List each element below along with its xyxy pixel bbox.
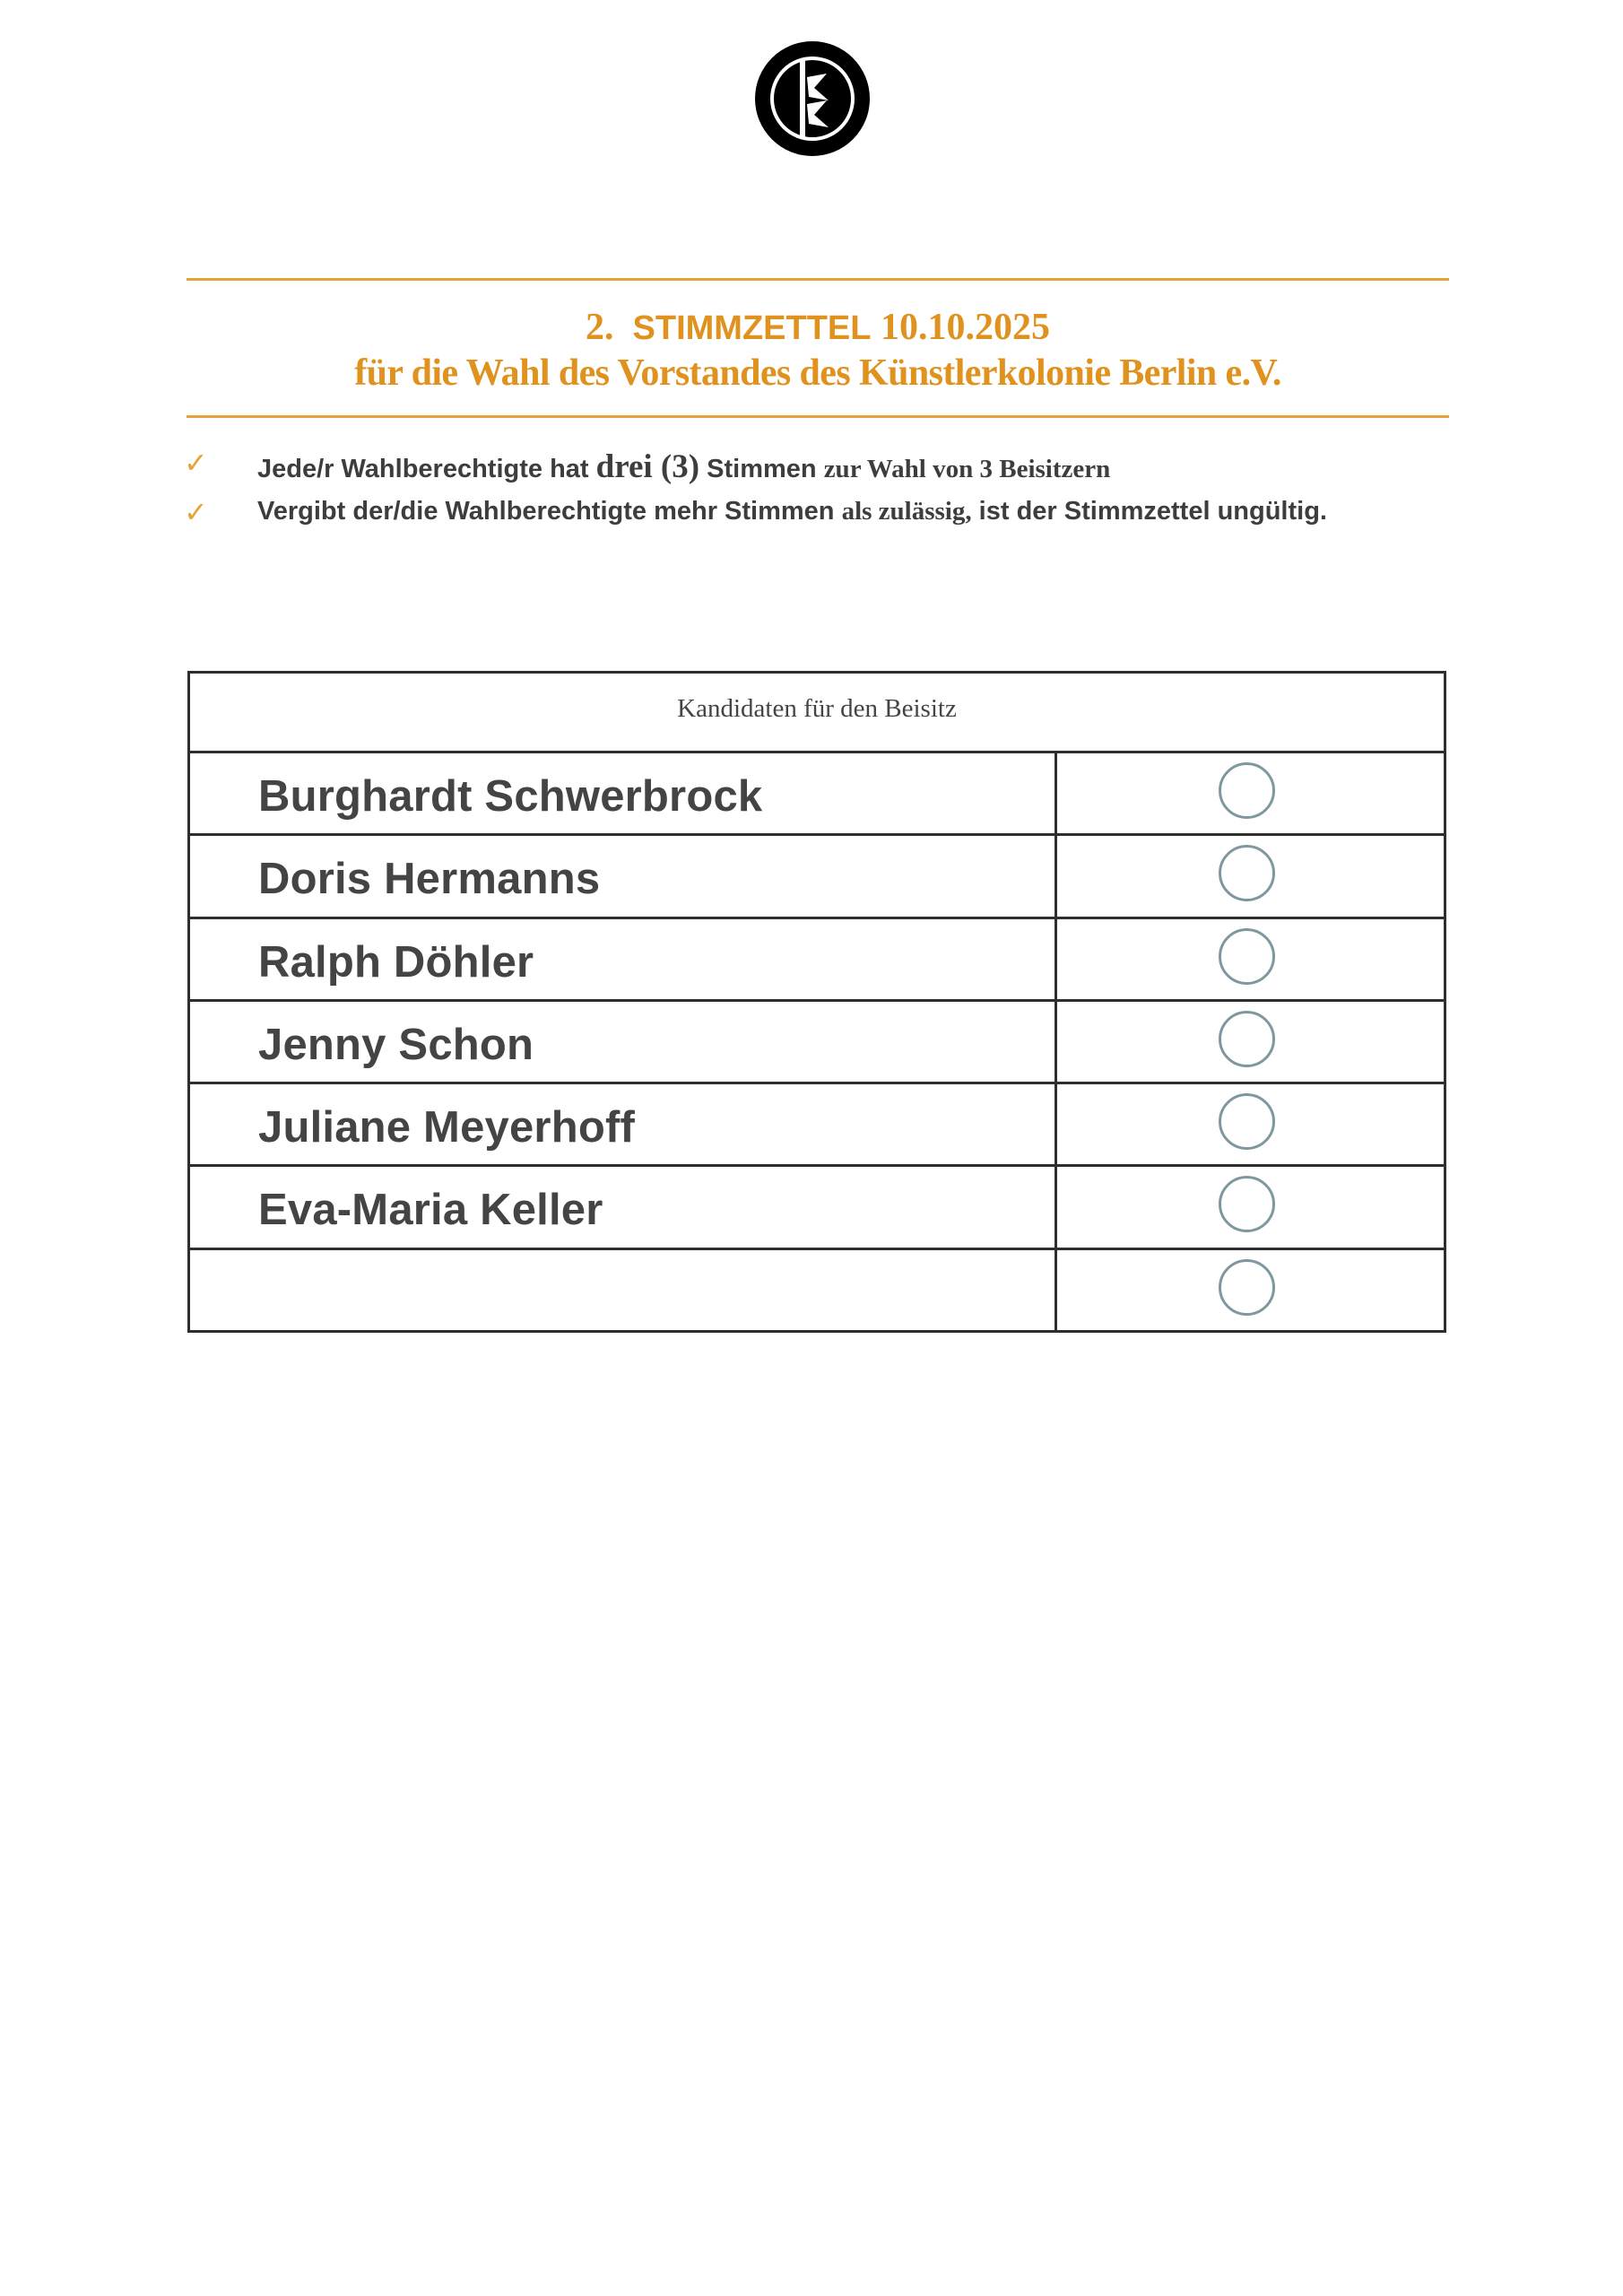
column-divider bbox=[1055, 753, 1057, 833]
title-subtitle: für die Wahl des Vorstandes des Künstlerkolonie Berlin e.V. bbox=[354, 352, 1281, 394]
column-divider bbox=[1055, 836, 1057, 916]
column-divider bbox=[1055, 1084, 1057, 1164]
rule-item bbox=[184, 444, 1457, 493]
candidate-name: Doris Hermanns bbox=[258, 855, 601, 904]
vote-circle[interactable] bbox=[1219, 1259, 1275, 1316]
candidate-name: Ralph Döhler bbox=[258, 937, 534, 987]
title-bottom-rule bbox=[187, 415, 1449, 418]
vote-circle[interactable] bbox=[1219, 762, 1275, 819]
column-divider bbox=[1055, 1167, 1057, 1247]
vote-circle[interactable] bbox=[1219, 1093, 1275, 1150]
column-divider bbox=[1055, 1002, 1057, 1082]
rule-text-part: Jede/r Wahlberechtigte hat bbox=[257, 455, 589, 483]
title-date: 10.10.2025 bbox=[880, 307, 1050, 348]
vote-circle[interactable] bbox=[1219, 928, 1275, 985]
kk-monogram-logo bbox=[755, 41, 870, 156]
rule-text-part: zur Wahl von 3 Beisitzern bbox=[823, 455, 1111, 483]
ballot-title bbox=[187, 305, 1449, 396]
checkmark-icon: ✓ bbox=[184, 447, 208, 479]
rule-item bbox=[184, 493, 1457, 543]
candidate-row bbox=[190, 1084, 1444, 1167]
candidate-name: Burghardt Schwerbrock bbox=[258, 772, 763, 821]
rule-text-part: Stimmen bbox=[707, 455, 817, 483]
candidate-row-empty bbox=[190, 1250, 1444, 1333]
vote-circle[interactable] bbox=[1219, 1011, 1275, 1067]
title-label: STIMMZETTEL bbox=[632, 309, 872, 347]
rule-text-part: ist der Stimmzettel ungültig. bbox=[978, 497, 1327, 526]
vote-circle[interactable] bbox=[1219, 1176, 1275, 1232]
column-divider bbox=[1055, 1250, 1057, 1333]
checkmark-icon: ✓ bbox=[184, 496, 208, 528]
rule-text-part: Vergibt der/die Wahlberechtigte mehr Stimmen bbox=[257, 497, 835, 526]
candidate-row bbox=[190, 753, 1444, 836]
rule-text-emphasis: drei (3) bbox=[595, 448, 700, 485]
candidate-row bbox=[190, 1002, 1444, 1084]
vote-circle[interactable] bbox=[1219, 845, 1275, 901]
voting-rules bbox=[184, 444, 1457, 543]
candidate-table bbox=[187, 671, 1446, 1333]
rule-text-part: als zulässig, bbox=[841, 497, 972, 526]
candidate-name: Juliane Meyerhoff bbox=[258, 1103, 635, 1152]
candidate-name: Jenny Schon bbox=[258, 1020, 534, 1069]
candidate-row bbox=[190, 919, 1444, 1002]
title-number: 2. bbox=[586, 307, 614, 348]
title-top-rule bbox=[187, 278, 1449, 281]
column-divider bbox=[1055, 919, 1057, 999]
candidate-row bbox=[190, 836, 1444, 918]
candidate-name: Eva-Maria Keller bbox=[258, 1186, 603, 1235]
table-header: Kandidaten für den Beisitz bbox=[190, 674, 1444, 753]
candidate-row bbox=[190, 1167, 1444, 1249]
